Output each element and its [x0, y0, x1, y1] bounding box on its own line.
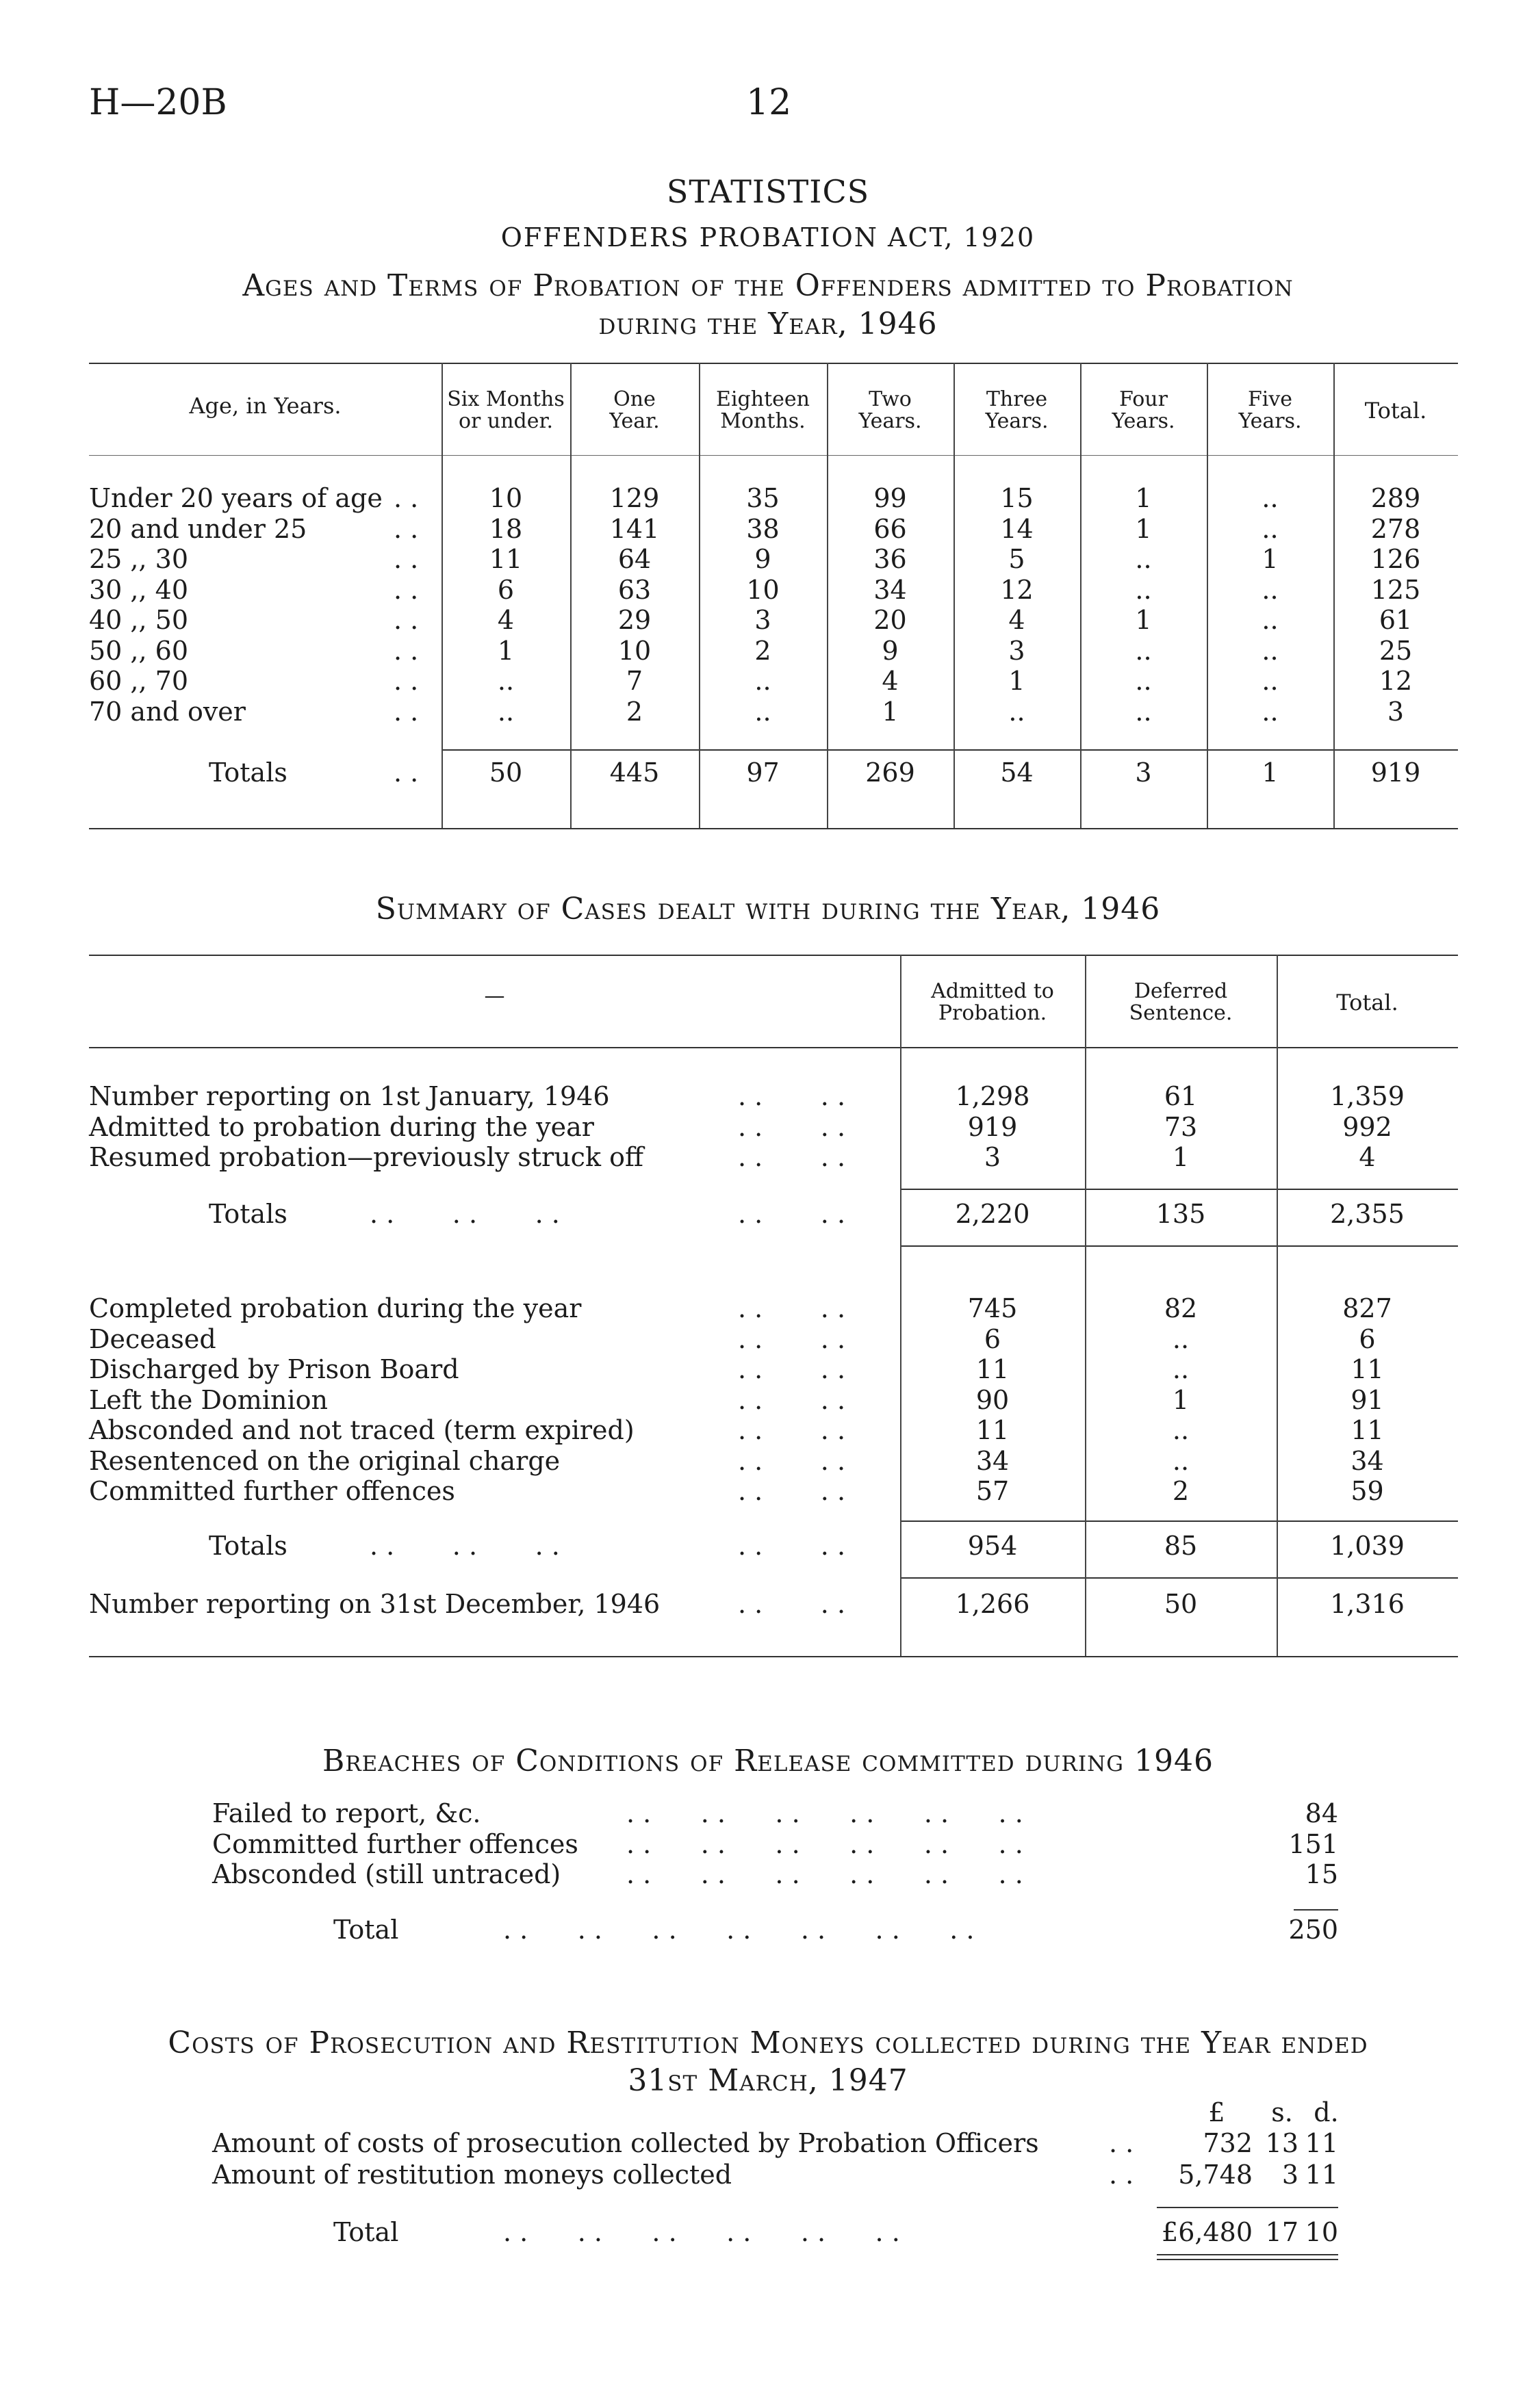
- table-cell: 66: [873, 513, 907, 544]
- table-cell: 11: [975, 1354, 1010, 1384]
- table-cell: 18: [489, 513, 523, 544]
- column-header: Five Years.: [1238, 387, 1302, 433]
- total-cell: 1: [1262, 758, 1279, 788]
- table-cell: 1: [1172, 1142, 1190, 1172]
- table-cell: 38: [746, 513, 780, 544]
- breach-value: 15: [1305, 1859, 1338, 1889]
- page-series: H—20B: [89, 82, 227, 123]
- table-cell: 34: [975, 1445, 1010, 1476]
- leader-dots: . . . .: [738, 1293, 846, 1323]
- table-cell: 1: [1135, 605, 1152, 635]
- row-label: Admitted to probation during the year: [89, 1111, 594, 1142]
- row-label: Number reporting on 31st December, 1946: [89, 1589, 661, 1619]
- cost-label: Amount of costs of prosecution collected by Probation Officers: [212, 2128, 1039, 2158]
- table-cell: 20: [873, 605, 907, 635]
- leader-dots: . . . .: [738, 1081, 846, 1111]
- age-label: 60 ,, 70: [89, 666, 189, 696]
- costs-total-pounds: £6,480: [1162, 2217, 1253, 2247]
- leader-dots: . . . .: [738, 1111, 846, 1142]
- table-cell: 1: [1008, 666, 1025, 696]
- table-cell: 135: [1155, 1199, 1206, 1229]
- table-cell: 4: [882, 666, 899, 696]
- table-cell: ..: [1135, 666, 1152, 696]
- cost-label: Amount of restitution moneys collected: [212, 2160, 732, 2190]
- sum-rule: [1157, 2207, 1338, 2208]
- table-cell: 4: [1359, 1142, 1376, 1172]
- page-number: 12: [746, 82, 792, 123]
- column-header: Deferred Sentence.: [1129, 979, 1233, 1025]
- table-cell: 141: [609, 513, 660, 544]
- costs-total-pence: 10: [1305, 2217, 1338, 2247]
- leader-dots: . . . .: [738, 1384, 846, 1415]
- table-rule: [89, 363, 1458, 364]
- column-header: Three Years.: [985, 387, 1049, 433]
- blank-header: —: [484, 984, 505, 1008]
- table-cell: ..: [1262, 513, 1279, 544]
- table-cell: 2: [626, 696, 643, 727]
- table-cell: 9: [882, 635, 899, 666]
- ages-table-title-line2: during the Year, 1946: [598, 307, 938, 341]
- table-cell: ..: [1262, 635, 1279, 666]
- table-row: [0, 697, 1536, 727]
- table-row: [0, 1476, 1536, 1506]
- table-rule: [441, 749, 1458, 751]
- total-cell: 445: [609, 758, 660, 788]
- table-cell: 129: [609, 483, 660, 513]
- table-cell: 6: [497, 574, 515, 605]
- table-cell: 1: [1262, 544, 1279, 574]
- table-cell: 11: [1351, 1354, 1384, 1384]
- table-cell: 5: [1008, 544, 1025, 574]
- age-label: 25 ,, 30: [89, 544, 189, 574]
- table-cell: 289: [1370, 483, 1421, 513]
- table-cell: ..: [1262, 666, 1279, 696]
- table-row: [0, 1293, 1536, 1323]
- table-cell: ..: [1172, 1354, 1190, 1384]
- leader-dots: . .: [394, 605, 419, 635]
- leader-dots: . .: [394, 696, 419, 727]
- double-rule: [1157, 2259, 1338, 2260]
- breach-value: 151: [1288, 1828, 1338, 1859]
- leader-dots: . . . .: [738, 1445, 846, 1476]
- table-cell: 3: [984, 1142, 1001, 1172]
- column-header: Total.: [1364, 398, 1427, 424]
- row-label: Resumed probation—previously struck off: [89, 1142, 643, 1172]
- table-row: [0, 605, 1536, 636]
- pounds-header: £: [1208, 2097, 1225, 2127]
- row-label: Absconded and not traced (term expired): [89, 1415, 635, 1445]
- column-header: Six Months or under.: [447, 387, 565, 433]
- table-cell: ..: [1262, 696, 1279, 727]
- leader-dots: . . . .: [738, 1589, 846, 1619]
- table-cell: ..: [1135, 635, 1152, 666]
- leader-dots: . .: [394, 666, 419, 696]
- cost-pence: 11: [1305, 2128, 1338, 2158]
- table-cell: 4: [1008, 605, 1025, 635]
- table-row: [0, 1142, 1536, 1172]
- age-label: 40 ,, 50: [89, 605, 189, 635]
- table-cell: 7: [626, 666, 643, 696]
- table-cell: 6: [1359, 1323, 1376, 1354]
- table-cell: 29: [617, 605, 652, 635]
- leader-dots: . . . .: [738, 1476, 846, 1506]
- table-cell: 50: [1164, 1589, 1198, 1619]
- table-rule: [900, 1245, 1458, 1247]
- table-cell: 4: [497, 605, 515, 635]
- cost-pounds: 732: [1203, 2128, 1253, 2158]
- table-cell: 1: [1135, 513, 1152, 544]
- shillings-header: s.: [1271, 2097, 1293, 2127]
- age-label: 20 and under 25: [89, 513, 307, 544]
- breach-value: 84: [1305, 1798, 1338, 1828]
- table-row: [0, 1531, 1536, 1561]
- age-label: Under 20 years of age: [89, 483, 383, 513]
- table-cell: 85: [1164, 1531, 1198, 1561]
- table-cell: 35: [746, 483, 780, 513]
- table-row: [0, 1415, 1536, 1445]
- total-cell: 54: [1000, 758, 1034, 788]
- column-header: Two Years.: [858, 387, 922, 433]
- table-cell: ..: [1135, 544, 1152, 574]
- costs-title-line1: Costs of Prosecution and Restitution Moneys collected during the Year ended: [168, 2025, 1368, 2060]
- table-cell: 3: [1387, 696, 1405, 727]
- leader-dots: . . . .: [738, 1354, 846, 1384]
- column-header: Total.: [1336, 989, 1398, 1015]
- row-label: Deceased: [89, 1323, 216, 1354]
- leader-dots: . .: [394, 513, 419, 544]
- costs-title-line2: 31st March, 1947: [628, 2063, 908, 2098]
- table-cell: 278: [1370, 513, 1421, 544]
- table-cell: 82: [1164, 1293, 1198, 1323]
- table-cell: 126: [1370, 544, 1421, 574]
- table-cell: 992: [1342, 1111, 1392, 1142]
- list-item: [0, 1798, 1536, 1828]
- page-title: STATISTICS: [666, 173, 870, 210]
- table-cell: 11: [975, 1415, 1010, 1445]
- table-cell: 11: [489, 544, 523, 574]
- table-cell: 34: [873, 574, 907, 605]
- breaches-total-label: Total: [333, 1915, 399, 1945]
- table-cell: 3: [754, 605, 771, 635]
- breaches-title: Breaches of Conditions of Release committed during 1946: [322, 1744, 1214, 1778]
- table-cell: 10: [617, 635, 652, 666]
- table-rule: [900, 1189, 1458, 1190]
- list-item: [0, 1829, 1536, 1859]
- double-rule: [1157, 2254, 1338, 2255]
- table-cell: 99: [873, 483, 907, 513]
- cost-shillings: 13: [1265, 2128, 1298, 2158]
- ages-table-title-line1: Ages and Terms of Probation of the Offenders admitted to Probation: [242, 268, 1294, 303]
- table-cell: ..: [497, 666, 515, 696]
- table-rule: [89, 1047, 1458, 1048]
- leader-dots: . . . . . . . . . . . .: [626, 1828, 1023, 1859]
- table-rule: [89, 955, 1458, 956]
- list-item: [0, 2160, 1536, 2190]
- table-cell: 2,355: [1330, 1199, 1405, 1229]
- age-label: 30 ,, 40: [89, 574, 189, 605]
- table-cell: 1,359: [1330, 1081, 1405, 1111]
- table-cell: 59: [1351, 1476, 1384, 1506]
- table-rule: [89, 1656, 1458, 1657]
- row-label: Committed further offences: [89, 1476, 455, 1506]
- table-cell: 12: [1000, 574, 1034, 605]
- table-cell: ..: [1172, 1445, 1190, 1476]
- table-cell: 34: [1351, 1445, 1384, 1476]
- table-cell: 64: [617, 544, 652, 574]
- table-cell: 91: [1351, 1384, 1384, 1415]
- table-cell: ..: [1262, 483, 1279, 513]
- breaches-total-value: 250: [1288, 1915, 1338, 1945]
- column-header: Four Years.: [1112, 387, 1175, 433]
- table-cell: 11: [1351, 1415, 1384, 1445]
- breach-label: Committed further offences: [212, 1828, 578, 1859]
- total-cell: 269: [865, 758, 915, 788]
- totals-label: Totals: [209, 758, 287, 788]
- table-cell: 1,298: [955, 1081, 1030, 1111]
- leader-dots: . . . . . . . . . . . .: [626, 1859, 1023, 1889]
- table-row: [0, 1324, 1536, 1354]
- age-label: 70 and over: [89, 696, 246, 727]
- pence-header: d.: [1314, 2097, 1339, 2127]
- row-label: Left the Dominion: [89, 1384, 328, 1415]
- table-cell: 61: [1379, 605, 1413, 635]
- table-row: [0, 1354, 1536, 1384]
- table-cell: 1: [1172, 1384, 1190, 1415]
- table-cell: 73: [1164, 1111, 1198, 1142]
- cost-shillings: 3: [1281, 2160, 1298, 2190]
- total-cell: 97: [746, 758, 780, 788]
- table-rule: [89, 455, 1458, 456]
- leader-dots: . . . .: [738, 1323, 846, 1354]
- table-cell: 9: [754, 544, 771, 574]
- leader-dots: . . . . . . . . . . . . . .: [503, 1915, 975, 1945]
- column-header: Eighteen Months.: [716, 387, 810, 433]
- cost-pence: 11: [1305, 2160, 1338, 2190]
- table-rule: [900, 1520, 1458, 1522]
- table-cell: ..: [1172, 1415, 1190, 1445]
- table-cell: 3: [1008, 635, 1025, 666]
- table-cell: ..: [1135, 696, 1152, 727]
- leader-dots: . . . . . .: [370, 1531, 560, 1561]
- costs-total-shillings: 17: [1265, 2217, 1298, 2247]
- summary-title: Summary of Cases dealt with during the Year, 1946: [375, 892, 1161, 927]
- table-cell: 12: [1379, 666, 1413, 696]
- table-cell: 1: [497, 635, 515, 666]
- cost-pounds: 5,748: [1178, 2160, 1253, 2190]
- table-row: [0, 483, 1536, 514]
- leader-dots: . .: [394, 544, 419, 574]
- leader-dots: . . . . . . . . . . . .: [503, 2217, 900, 2247]
- act-title: OFFENDERS PROBATION ACT, 1920: [500, 222, 1036, 253]
- leader-dots: . . . .: [738, 1142, 846, 1172]
- table-cell: 745: [967, 1293, 1018, 1323]
- column-header: Admitted to Probation.: [931, 979, 1054, 1025]
- sum-rule: [1294, 1909, 1338, 1911]
- table-cell: 1,316: [1330, 1589, 1405, 1619]
- table-cell: ..: [1135, 574, 1152, 605]
- leader-dots: . .: [1109, 2128, 1134, 2158]
- table-cell: 954: [967, 1531, 1018, 1561]
- table-cell: 2: [1172, 1476, 1190, 1506]
- leader-dots: . .: [1109, 2160, 1134, 2190]
- table-cell: 10: [489, 483, 523, 513]
- row-label: Number reporting on 1st January, 1946: [89, 1081, 610, 1111]
- age-label: 50 ,, 60: [89, 635, 189, 666]
- total-cell: 3: [1135, 758, 1152, 788]
- table-rule: [900, 1577, 1458, 1579]
- total-cell: 919: [1370, 758, 1421, 788]
- table-cell: 1: [1135, 483, 1152, 513]
- leader-dots: . . . .: [738, 1531, 846, 1561]
- leader-dots: . .: [394, 574, 419, 605]
- table-row: [0, 1385, 1536, 1415]
- table-cell: 25: [1379, 635, 1413, 666]
- leader-dots: . .: [394, 758, 419, 788]
- table-row: [0, 1112, 1536, 1142]
- leader-dots: . .: [394, 635, 419, 666]
- leader-dots: . . . . . .: [370, 1199, 560, 1229]
- table-row: [0, 1081, 1536, 1111]
- row-label: Totals: [209, 1531, 287, 1561]
- costs-total-label: Total: [333, 2217, 399, 2247]
- table-row: [0, 1199, 1536, 1229]
- table-cell: 827: [1342, 1293, 1392, 1323]
- table-row: [0, 575, 1536, 606]
- row-label: Resentenced on the original charge: [89, 1445, 561, 1476]
- table-row: [0, 544, 1536, 575]
- table-cell: ..: [1008, 696, 1025, 727]
- table-row: [0, 514, 1536, 545]
- leader-dots: . . . . . . . . . . . .: [626, 1798, 1023, 1828]
- breach-label: Failed to report, &c.: [212, 1798, 481, 1828]
- table-cell: ..: [1172, 1323, 1190, 1354]
- table-cell: ..: [1262, 605, 1279, 635]
- table-cell: 15: [1000, 483, 1034, 513]
- row-label: Totals: [209, 1199, 287, 1229]
- table-cell: 14: [1000, 513, 1034, 544]
- row-label: Discharged by Prison Board: [89, 1354, 459, 1384]
- table-row: [0, 636, 1536, 666]
- table-cell: 6: [984, 1323, 1001, 1354]
- table-cell: 36: [873, 544, 907, 574]
- table-cell: 2: [754, 635, 771, 666]
- leader-dots: . .: [394, 483, 419, 513]
- table-cell: 57: [975, 1476, 1010, 1506]
- age-column-header: Age, in Years.: [189, 393, 342, 419]
- table-cell: 63: [617, 574, 652, 605]
- table-cell: 1,039: [1330, 1531, 1405, 1561]
- list-item: [0, 1859, 1536, 1889]
- table-cell: 90: [975, 1384, 1010, 1415]
- table-row: [0, 666, 1536, 697]
- table-row: [0, 1589, 1536, 1619]
- table-cell: ..: [754, 696, 771, 727]
- row-label: Completed probation during the year: [89, 1293, 582, 1323]
- table-cell: 2,220: [955, 1199, 1030, 1229]
- table-cell: 1: [882, 696, 899, 727]
- table-cell: 10: [746, 574, 780, 605]
- table-row: [0, 1446, 1536, 1476]
- breach-label: Absconded (still untraced): [212, 1859, 561, 1889]
- leader-dots: . . . .: [738, 1199, 846, 1229]
- table-cell: 1,266: [955, 1589, 1030, 1619]
- total-cell: 50: [489, 758, 523, 788]
- list-item: [0, 2128, 1536, 2158]
- table-cell: ..: [497, 696, 515, 727]
- table-cell: 919: [967, 1111, 1018, 1142]
- table-cell: 125: [1370, 574, 1421, 605]
- leader-dots: . . . .: [738, 1415, 846, 1445]
- table-cell: 61: [1164, 1081, 1198, 1111]
- table-rule: [89, 828, 1458, 829]
- column-header: One Year.: [609, 387, 660, 433]
- table-cell: ..: [1262, 574, 1279, 605]
- table-cell: ..: [754, 666, 771, 696]
